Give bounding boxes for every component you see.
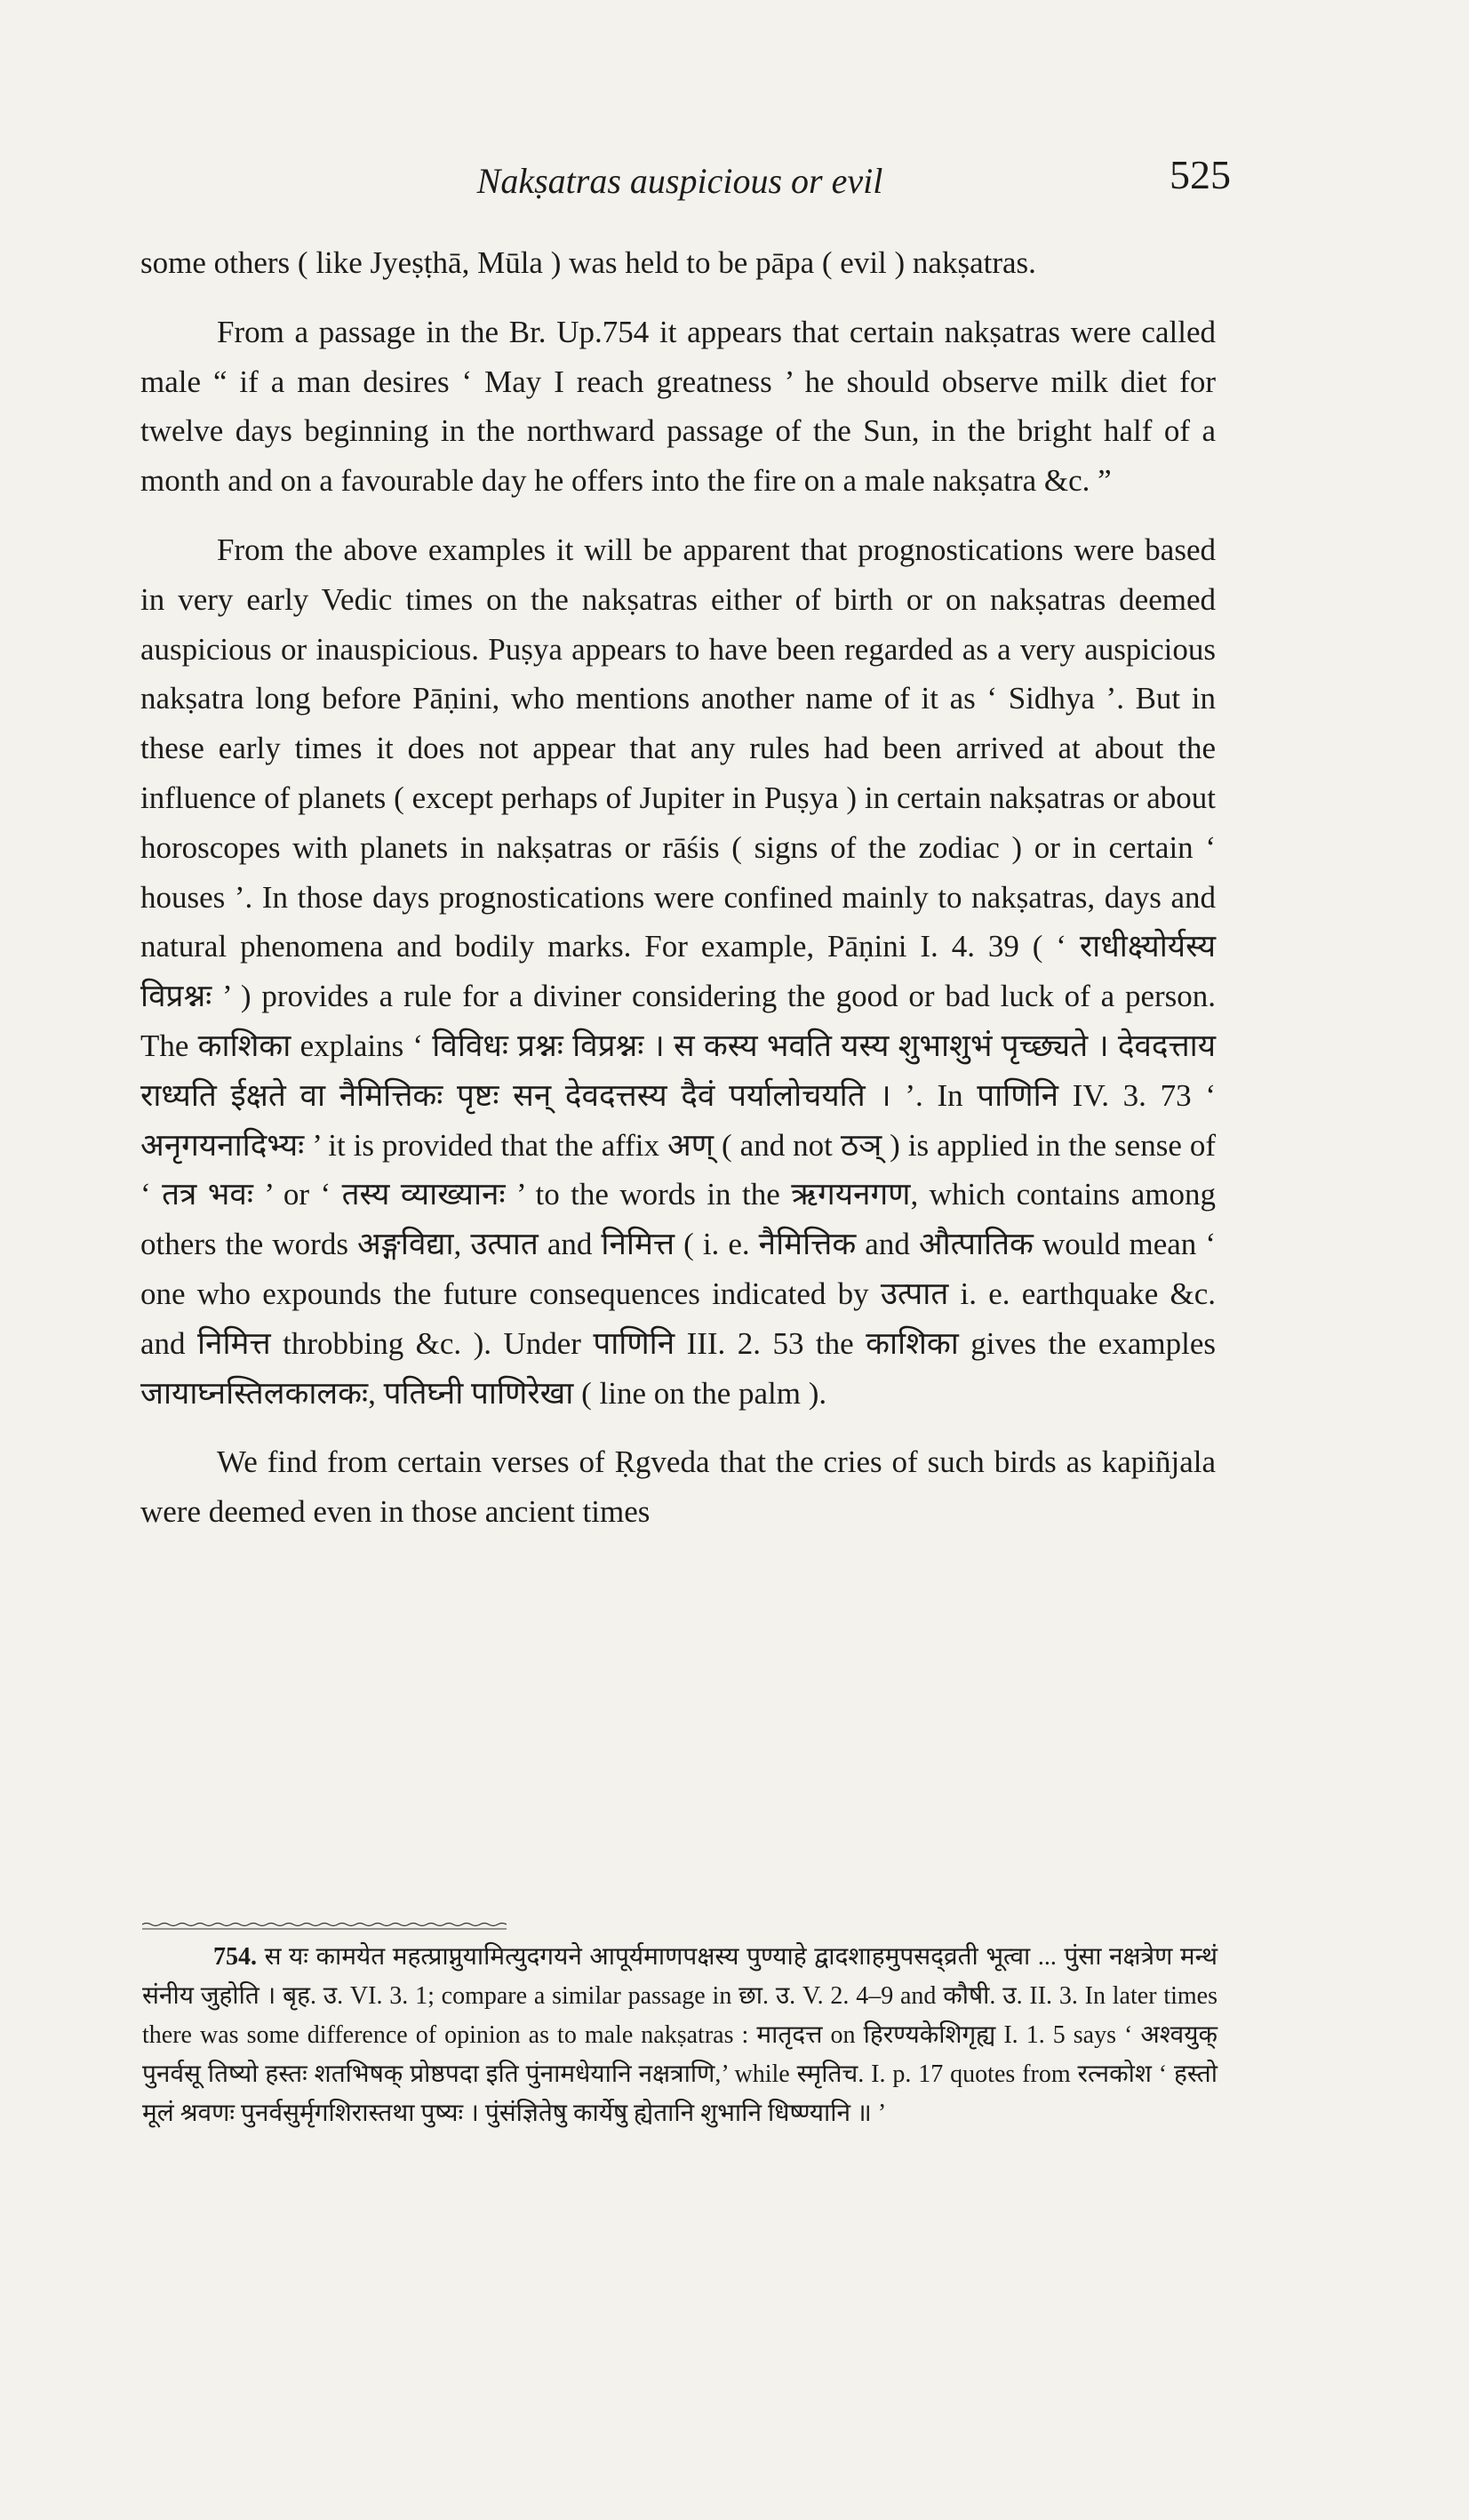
footnote-text: स यः कामयेत महत्प्राप्नुयामित्युदगयने आपूर्यमाणपक्षस्य पुण्याहे द्वादशाहमुपसद्व्रती भूत्वा ... पुंसा नक्षत्रेण मन्थं संनीय जुहोति । बृह. उ. VI. 3. 1; compare a similar passage in छा. उ. V. 2. 4–9 and कौषी. उ. II. 3. In later times there was some difference of opinion as to male nakṣatras : मातृदत्त on हिरण्यकेशिगृह्य I. 1. 5 says ‘ अश्वयुक् पुनर्वसू तिष्यो हस्तः शतभिषक् प्रोष्ठपदा इति पुंनामधेयानि नक्षत्राणि,’ while स्मृतिच. I. p. 17 quotes from रत्नकोश ‘ हस्तो मूलं श्रवणः पुनर्वसुर्मृगशिरास्तथा पुष्यः । पुंसंज्ञितेषु कार्येषु ह्येतानि शुभानि धिष्ण्यानि ॥ ’	[142, 1943, 1218, 2127]
running-head: Nakṣatras auspicious or evil	[476, 161, 883, 201]
footnote-754	[142, 1938, 1218, 2133]
footnotes	[142, 1938, 1218, 2133]
paragraph-3: From the above examples it will be apparent that prognostications were based in very early Vedic times on the nakṣatras either of birth or on nakṣatras deemed auspicious or inauspicious. Puṣya appears to have been regarded as a very auspicious nakṣatra long before Pāṇini, who mentions another name of it as ‘ Sidhya ’. But in these early times it does not appear that any rules had been arrived at about the influence of planets ( except perhaps of Jupiter in Puṣya ) in certain nakṣatras or about horoscopes with planets in nakṣatras or rāśis ( signs of the zodiac ) or in certain ‘ houses ’. In those days prognostications were confined mainly to nakṣatras, days and natural phenomena and bodily marks. For example, Pāṇini I. 4. 39 ( ‘ राधीक्ष्योर्यस्य विप्रश्नः ’ ) provides a rule for a diviner considering the good or bad luck of a person. The काशिका explains ‘ विविधः प्रश्नः विप्रश्नः । स कस्य भवति यस्य शुभाशुभं पृच्छ्यते । देवदत्ताय राध्यति ईक्षते वा नैमित्तिकः पृष्टः सन् देवदत्तस्य दैवं पर्यालोचयति । ’. In पाणिनि IV. 3. 73 ‘ अनृगयनादिभ्यः ’ it is provided that the affix अण् ( and not ठञ् ) is applied in the sense of ‘ तत्र भवः ’ or ‘ तस्य व्याख्यानः ’ to the words in the ऋगयनगण, which contains among others the words अङ्गविद्या, उत्पात and निमित्त ( i. e. नैमित्तिक and औत्पातिक would mean ‘ one who expounds the future consequences indicated by उत्पात i. e. earthquake &c. and निमित्त throbbing &c. ). Under पाणिनि III. 2. 53 the काशिका gives the examples जायाघ्नस्तिलकालकः, पतिघ्नी पाणिरेखा ( line on the palm ).	[140, 532, 1216, 1411]
page-number: 525	[1170, 152, 1231, 197]
paragraph-4: We find from certain verses of Ṛgveda that the cries of such birds as kapiñjala were deemed even in those ancient times	[140, 1444, 1216, 1530]
paragraph-1: some others ( like Jyeṣṭhā, Mūla ) was held to be pāpa ( evil ) nakṣatras.	[140, 245, 1036, 280]
main-text	[140, 238, 1216, 1537]
footnote-mark: 754.	[213, 1943, 257, 1971]
footnote-rule	[142, 1922, 507, 1931]
page-header	[142, 151, 1231, 213]
paragraph-2: From a passage in the Br. Up.754 it appears that certain nakṣatras were called male “ if a man desires ‘ May I reach greatness ’ he should observe milk diet for twelve days beginning in the northward passage of the Sun, in the bright half of a month and on a favourable day he offers into the fire on a male nakṣatra &c. ”	[140, 314, 1216, 499]
